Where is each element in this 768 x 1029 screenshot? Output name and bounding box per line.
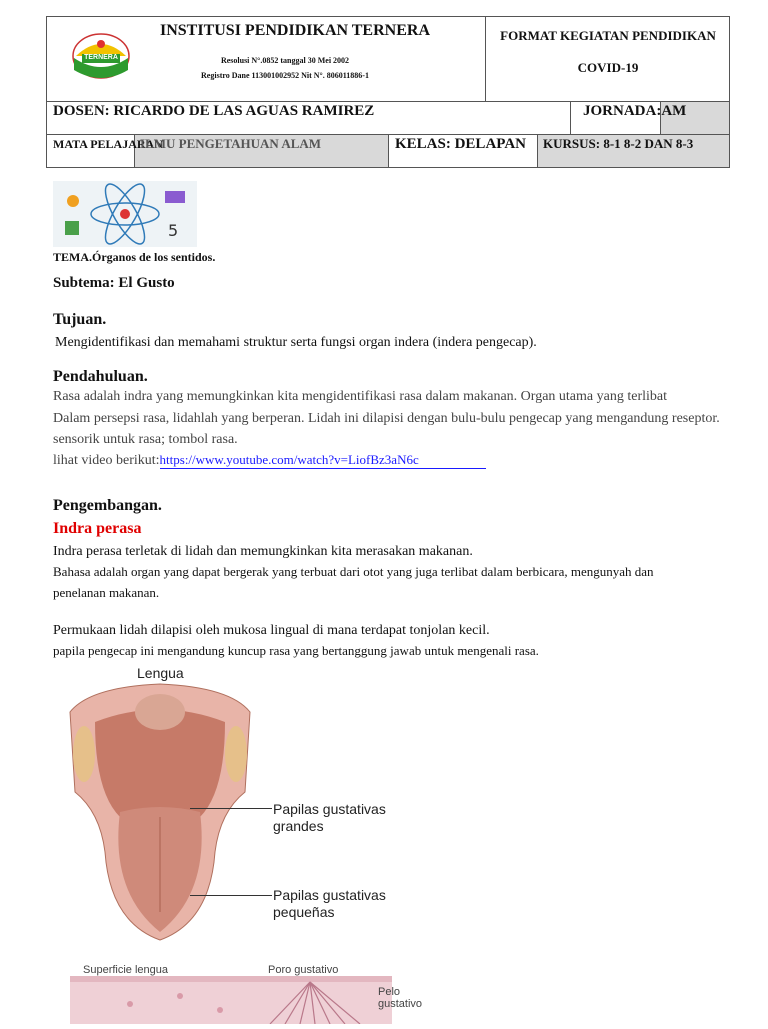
objective-heading: Tujuan.: [53, 311, 107, 328]
registry-text: Registro Dane 113001002952 Nit N°. 806011886-1: [201, 71, 369, 80]
video-line: [53, 452, 486, 469]
institution-name: INSTITUSI PENDIDIKAN TERNERA: [160, 22, 430, 39]
resolution-text: Resolusi N°.0852 tanggal 30 Mei 2002: [220, 56, 350, 65]
taste-line-1: Indra perasa terletak di lidah dan memungkinkan kita merasakan makanan.: [53, 544, 473, 559]
courses-text: KURSUS: 8-1 8-2 DAN 8-3: [543, 136, 694, 151]
small-papillae-label-1: Papilas gustativas: [273, 887, 386, 903]
topic: TEMA.Órganos de los sentidos.: [53, 250, 216, 264]
taste-line-3: penelanan makanan.: [53, 585, 160, 600]
logo-text: TERNERA: [84, 54, 118, 61]
subject-value: ILMU PENGETAHUAN ALAM: [140, 136, 322, 151]
pore-label: Poro gustativo: [268, 964, 339, 976]
large-papillae-label-2: grandes: [273, 818, 324, 834]
hair-label-2: gustativo: [378, 998, 423, 1010]
taste-sense-heading: Indra perasa: [53, 520, 142, 537]
teacher-name: DOSEN: RICARDO DE LAS AGUAS RAMIREZ: [53, 103, 375, 119]
video-prefix: lihat video berikut:: [53, 453, 160, 468]
small-papillae-pointer: [190, 895, 272, 896]
development-heading: Pengembangan.: [53, 497, 162, 514]
surface-line-2: papila pengecap ini mengandung kuncup rasa yang bertanggung jawab untuk mengenali rasa.: [53, 643, 539, 658]
small-papillae-label-2: pequeñas: [273, 904, 335, 920]
subject-label: MATA PELAJARAN: [53, 137, 163, 151]
large-papillae-label-1: Papilas gustativas: [273, 801, 386, 817]
intro-heading: Pendahuluan.: [53, 368, 148, 385]
tongue-figure-title: Lengua: [137, 665, 184, 681]
taste-bud-illustration: [70, 976, 392, 1024]
shift-text: JORNADA:AM: [583, 103, 687, 119]
format-subtitle: COVID-19: [577, 60, 639, 75]
hair-label-1: Pelo: [378, 986, 401, 998]
large-papillae-pointer: [190, 808, 272, 809]
surface-line-1: Permukaan lidah dilapisi oleh mukosa lingual di mana terdapat tonjolan kecil.: [53, 623, 490, 638]
class-text: KELAS: DELAPAN: [395, 136, 526, 152]
taste-line-2: Bahasa adalah organ yang dapat bergerak yang terbuat dari otot yang juga terlibat dalam berbicara, mengunyah dan: [53, 564, 654, 579]
tongue-illustration: [60, 682, 260, 942]
science-illustration: [53, 181, 197, 247]
objective-text: Mengidentifikasi dan memahami struktur serta fungsi organ indera (indera pengecap).: [55, 335, 537, 350]
intro-line-1: Rasa adalah indra yang memungkinkan kita mengidentifikasi rasa dalam makanan. Organ utama yang terlibat: [53, 389, 667, 404]
video-link[interactable]: https://www.youtube.com/watch?v=LiofBz3aN6c: [160, 452, 486, 469]
institution-logo: [68, 30, 134, 86]
svg-text:5: 5: [168, 221, 179, 240]
surface-label: Superficie lengua: [83, 964, 169, 976]
intro-line-3: sensorik untuk rasa; tombol rasa.: [53, 432, 238, 447]
subtopic: Subtema: El Gusto: [53, 275, 175, 291]
intro-line-2: Dalam persepsi rasa, lidahlah yang berperan. Lidah ini dilapisi dengan bulu-bulu pengecap yang mengandung reseptor.: [53, 411, 720, 426]
format-title: FORMAT KEGIATAN PENDIDIKAN: [500, 28, 716, 43]
